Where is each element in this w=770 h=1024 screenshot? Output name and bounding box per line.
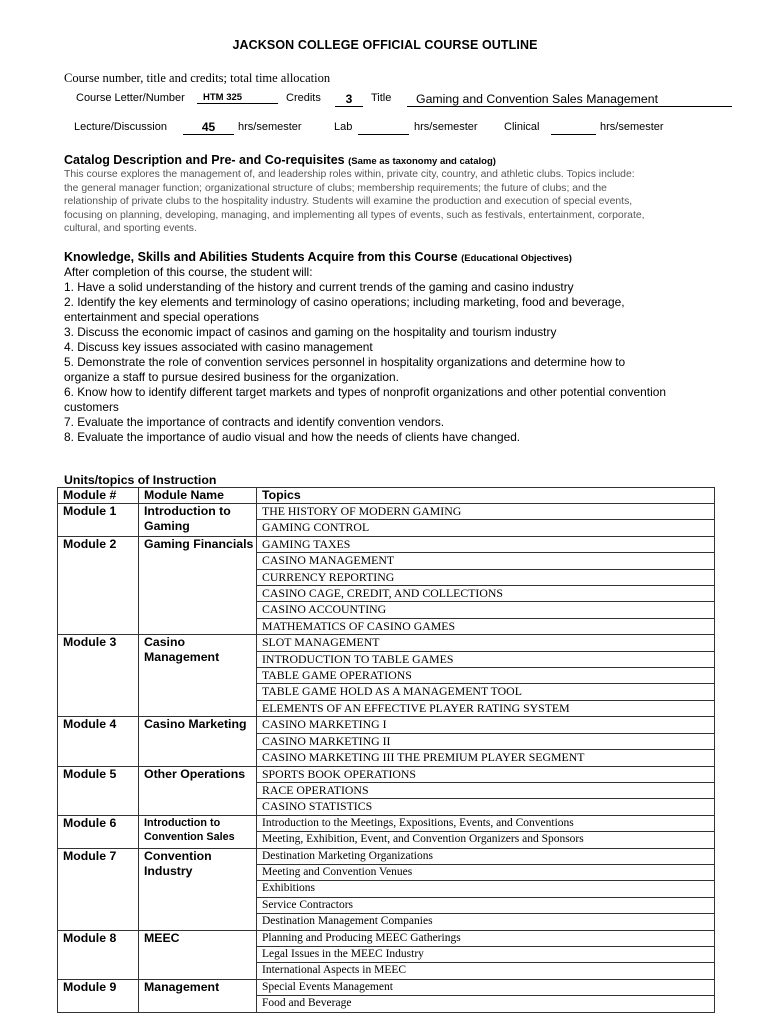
table-row [58,815,715,831]
module-name: Introduction to Convention Sales [139,815,257,848]
topic-cell: Planning and Producing MEEC Gatherings [257,930,715,946]
objective-line: After completion of this course, the student will: [64,265,313,279]
module-name: Casino Marketing [139,717,257,766]
clinical-label: Clinical [504,121,540,133]
table-row [58,979,715,995]
credits-label: Credits [286,92,321,104]
objective-line: 7. Evaluate the importance of contracts and identify convention vendors. [64,415,445,429]
topic-cell: THE HISTORY OF MODERN GAMING [257,504,715,520]
topic-cell: International Aspects in MEEC [257,963,715,979]
credits-field[interactable]: 3 [335,92,363,107]
column-header-module-name: Module Name [139,488,257,504]
topic-cell: CURRENCY REPORTING [257,569,715,585]
column-header-module-number: Module # [58,488,139,504]
topic-cell: GAMING TAXES [257,536,715,552]
topic-cell: TABLE GAME HOLD AS A MANAGEMENT TOOL [257,684,715,700]
catalog-heading-note: (Same as taxonomy and catalog) [348,156,496,167]
module-name: MEEC [139,930,257,979]
objective-line: customers [64,400,119,414]
topic-cell: Introduction to the Meetings, Expositions, Events, and Conventions [257,815,715,831]
catalog-heading [64,153,496,167]
lecture-label: Lecture/Discussion [74,121,167,133]
module-name: Casino Management [139,635,257,717]
course-title-field[interactable]: Gaming and Convention Sales Management [407,92,732,107]
catalog-line: focusing on planning, developing, managing, and implementing all types of events, such as festivals, entertainment, corporate, [64,209,645,221]
lab-hours-field[interactable] [358,120,409,135]
topic-cell: Special Events Management [257,979,715,995]
clinical-hours-field[interactable] [551,120,596,135]
objective-line: 2. Identify the key elements and terminology of casino operations; including marketing, food and beverage, [64,295,625,309]
clinical-unit: hrs/semester [600,121,664,133]
title-label: Title [371,92,392,104]
module-number: Module 6 [58,815,139,848]
topic-cell: CASINO STATISTICS [257,799,715,815]
module-name: Introduction to Gaming [139,504,257,537]
table-row [58,766,715,782]
objective-line: 6. Know how to identify different target markets and types of nonprofit organizations and other potential convention [64,385,666,399]
topic-cell: CASINO CAGE, CREDIT, AND COLLECTIONS [257,586,715,602]
column-header-topics: Topics [257,488,715,504]
table-row [58,717,715,733]
topic-cell: TABLE GAME OPERATIONS [257,668,715,684]
topic-cell: Legal Issues in the MEEC Industry [257,946,715,962]
module-number: Module 8 [58,930,139,979]
module-number: Module 2 [58,536,139,634]
objective-line: 5. Demonstrate the role of convention services personnel in hospitality organizations and determine how to [64,355,626,369]
ksa-heading [64,250,572,264]
catalog-line: relationship of private clubs to the hospitality industry. Students will examine the production and execution of special events, [64,196,633,207]
module-number: Module 9 [58,979,139,1012]
table-row [58,504,715,520]
table-row [58,848,715,864]
objective-line: 3. Discuss the economic impact of casinos and gaming on the hospitality and tourism industry [64,325,557,339]
units-heading: Units/topics of Instruction [64,473,217,487]
topic-cell: CASINO MARKETING II [257,733,715,749]
module-number: Module 1 [58,504,139,537]
topic-cell: Meeting and Convention Venues [257,864,715,880]
topic-cell: Service Contractors [257,897,715,913]
topic-cell: MATHEMATICS OF CASINO GAMES [257,618,715,634]
catalog-line: cultural, and sporting events. [64,223,197,234]
topic-cell: SPORTS BOOK OPERATIONS [257,766,715,782]
topic-cell: Destination Marketing Organizations [257,848,715,864]
objective-line: entertainment and special operations [64,310,259,324]
units-table [57,487,715,1013]
catalog-heading-text: Catalog Description and Pre- and Co-requisites [64,153,345,167]
ksa-objectives [64,265,719,445]
topic-cell: RACE OPERATIONS [257,782,715,798]
objective-line: 1. Have a solid understanding of the history and current trends of the gaming and casino industry [64,280,574,294]
lab-unit: hrs/semester [414,121,478,133]
lab-label: Lab [334,121,353,133]
topic-cell: Food and Beverage [257,996,715,1012]
catalog-line: the general manager function; organizational structure of clubs; membership requirements; the future of clubs; and the [64,182,607,194]
module-number: Module 5 [58,766,139,815]
catalog-description [64,168,714,236]
table-row [58,536,715,552]
table-row [58,635,715,651]
topic-cell: CASINO MANAGEMENT [257,553,715,569]
objective-line: organize a staff to pursue desired business for the organization. [64,370,399,384]
lecture-unit: hrs/semester [238,121,302,133]
topic-cell: Destination Management Companies [257,914,715,930]
topic-cell: CASINO ACCOUNTING [257,602,715,618]
objective-line: 4. Discuss key issues associated with casino management [64,340,373,354]
ksa-heading-text: Knowledge, Skills and Abilities Students Acquire from this Course [64,250,458,264]
module-number: Module 3 [58,635,139,717]
module-name: Other Operations [139,766,257,815]
module-number: Module 4 [58,717,139,766]
lecture-hours-field[interactable]: 45 [183,120,234,135]
course-letter-number-field[interactable]: HTM 325 [197,92,278,104]
topic-cell: CASINO MARKETING III THE PREMIUM PLAYER SEGMENT [257,750,715,766]
table-row [58,930,715,946]
topic-cell: Exhibitions [257,881,715,897]
ksa-heading-note: (Educational Objectives) [461,253,572,264]
topic-cell: SLOT MANAGEMENT [257,635,715,651]
course-letter-number-label: Course Letter/Number [76,92,185,104]
allocation-label: Course number, title and credits; total time allocation [64,71,331,85]
document-title: JACKSON COLLEGE OFFICIAL COURSE OUTLINE [232,38,538,52]
topic-cell: GAMING CONTROL [257,520,715,536]
module-number: Module 7 [58,848,139,930]
module-name: Convention Industry [139,848,257,930]
units-table-header-row [58,488,715,504]
topic-cell: INTRODUCTION TO TABLE GAMES [257,651,715,667]
topic-cell: CASINO MARKETING I [257,717,715,733]
module-name: Gaming Financials [139,536,257,634]
topic-cell: ELEMENTS OF AN EFFECTIVE PLAYER RATING SYSTEM [257,700,715,716]
objective-line: 8. Evaluate the importance of audio visual and how the needs of clients have changed. [64,430,521,444]
catalog-line: This course explores the management of, and leadership roles within, private city, country, and athletic clubs. Topics include: [64,169,635,180]
module-name: Management [139,979,257,1012]
topic-cell: Meeting, Exhibition, Event, and Convention Organizers and Sponsors [257,832,715,848]
